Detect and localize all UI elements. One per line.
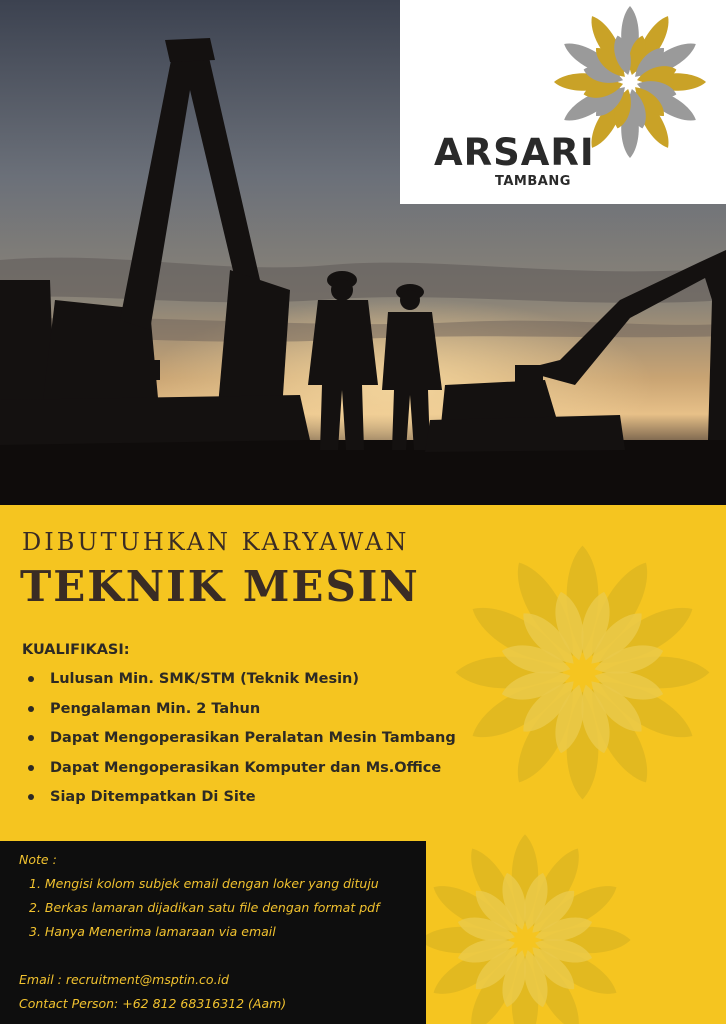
qualifications-title: KUALIFIKASI: (22, 642, 130, 658)
email-text[interactable]: Email : recruitment@msptin.co.id (19, 972, 229, 987)
list-item (22, 667, 456, 697)
list-item (22, 785, 456, 815)
logo-subtitle: TAMBANG (495, 174, 571, 189)
qualification-text: Dapat Mengoperasikan Peralatan Mesin Tambang (50, 730, 456, 746)
note-item: 2. Berkas lamaran dijadikan satu file dengan format pdf (29, 900, 380, 915)
list-item (22, 697, 456, 727)
note-item: 3. Hanya Menerima lamaraan via email (29, 924, 276, 939)
qualifications-list (22, 667, 456, 815)
list-item (22, 756, 456, 786)
qualification-text: Siap Ditempatkan Di Site (50, 789, 256, 805)
note-item: 1. Mengisi kolom subjek email dengan loker yang dituju (29, 876, 379, 891)
bullet-icon (28, 765, 34, 771)
qualification-text: Dapat Mengoperasikan Komputer dan Ms.Office (50, 759, 442, 776)
list-item (22, 726, 456, 756)
bullet-icon (28, 706, 34, 712)
logo-name: ARSARI (434, 131, 595, 174)
note-label: Note : (19, 852, 57, 867)
bullet-icon (28, 794, 34, 800)
decorative-flower-icon (410, 825, 640, 1024)
bullet-icon (28, 676, 34, 682)
logo-panel (400, 0, 726, 204)
decorative-flower-icon (445, 535, 720, 810)
hero-photo (0, 0, 726, 505)
page-title: TEKNIK MESIN (20, 562, 420, 611)
note-panel (0, 841, 426, 1024)
heading-subtitle: DIBUTUHKAN KARYAWAN (22, 528, 410, 556)
qualification-text: Pengalaman Min. 2 Tahun (50, 700, 261, 717)
qualification-text: Lulusan Min. SMK/STM (Teknik Mesin) (50, 671, 360, 687)
bullet-icon (28, 735, 34, 741)
contact-person-text: Contact Person: +62 812 68316312 (Aam) (19, 996, 287, 1011)
